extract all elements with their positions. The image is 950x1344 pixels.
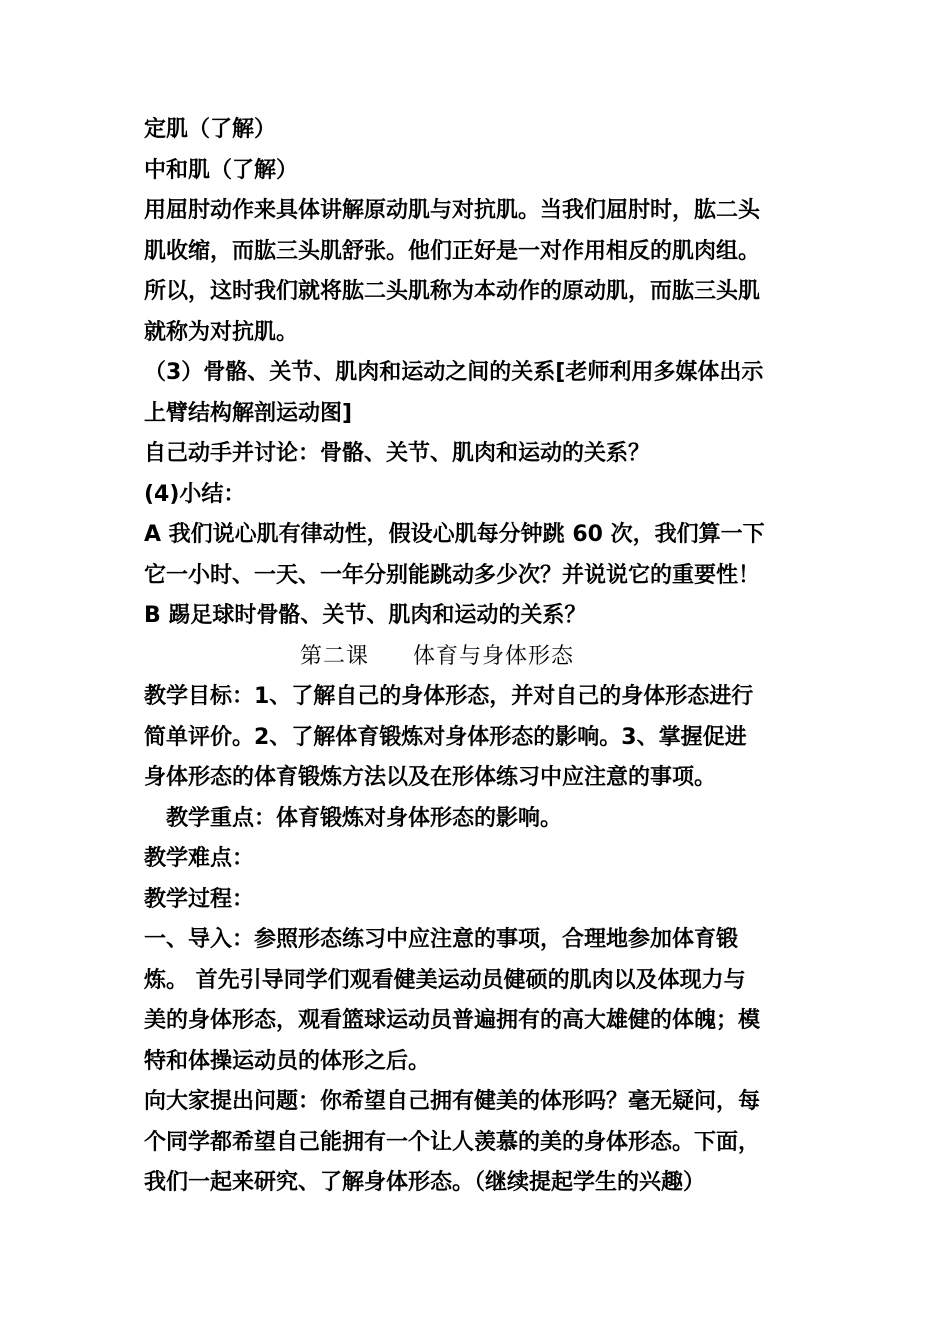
text-line: 定肌（了解） [144,117,277,142]
text-line: 它一小时、一天、一年分别能跳动多少次？并说说它的重要性！ [144,562,761,588]
text-line: 上臂结构解剖运动图] [144,400,353,426]
text-line: 用屈肘动作来具体讲解原动肌与对抗肌。当我们屈肘时，肱二头 [144,198,761,223]
lesson-number: 第二课 [300,643,370,669]
lesson-name: 体育与身体形态 [413,643,575,669]
text-line: 教学目标：1、了解自己的身体形态，并对自己的身体形态进行 [144,684,754,709]
text-line: B 踢足球时骨骼、关节、肌肉和运动的关系？ [144,603,587,628]
text-line: 教学重点：体育锻炼对身体形态的影响。 [166,805,563,831]
text-line: 就称为对抗肌。 [144,319,299,345]
text-line: 所以，这时我们就将肱二头肌称为本动作的原动肌，而肱三头肌 [144,279,761,304]
text-line: 教学难点： [144,846,255,871]
text-line: 一、导入：参照形态练习中应注意的事项，合理地参加体育锻 [144,927,739,952]
text-line: (4)小结： [144,481,246,507]
text-line: 自己动手并讨论：骨骼、关节、肌肉和运动的关系？ [144,441,651,466]
text-line: 中和肌（了解） [144,157,299,183]
text-line: 个同学都希望自己能拥有一个让人羡慕的美的身体形态。下面， [144,1129,761,1155]
text-line: 炼。 首先引导同学们观看健美运动员健硕的肌肉以及体现力与 [144,967,746,993]
text-line: 美的身体形态，观看篮球运动员普遍拥有的高大雄健的体魄；模 [144,1008,761,1033]
text-line: 我们一起来研究、了解身体形态。（继续提起学生的兴趣） [144,1170,706,1195]
text-line: （3）骨骼、关节、肌肉和运动之间的关系[老师利用多媒体出示 [144,360,764,385]
text-line: 教学过程： [144,886,255,912]
text-line: 身体形态的体育锻炼方法以及在形体练习中应注意的事项。 [144,765,717,790]
text-line: 肌收缩，而肱三头肌舒张。他们正好是一对作用相反的肌肉组。 [144,238,761,264]
text-line: 特和体操运动员的体形之后。 [144,1048,431,1074]
text-line: 简单评价。2、了解体育锻炼对身体形态的影响。3、掌握促进 [144,724,747,750]
lesson-title [144,637,814,678]
text-line: A 我们说心肌有律动性，假设心肌每分钟跳 60 次，我们算一下 [144,522,765,547]
text-line: 向大家提出问题：你希望自己拥有健美的体形吗？毫无疑问，每 [144,1089,761,1114]
document-body [144,110,814,1204]
